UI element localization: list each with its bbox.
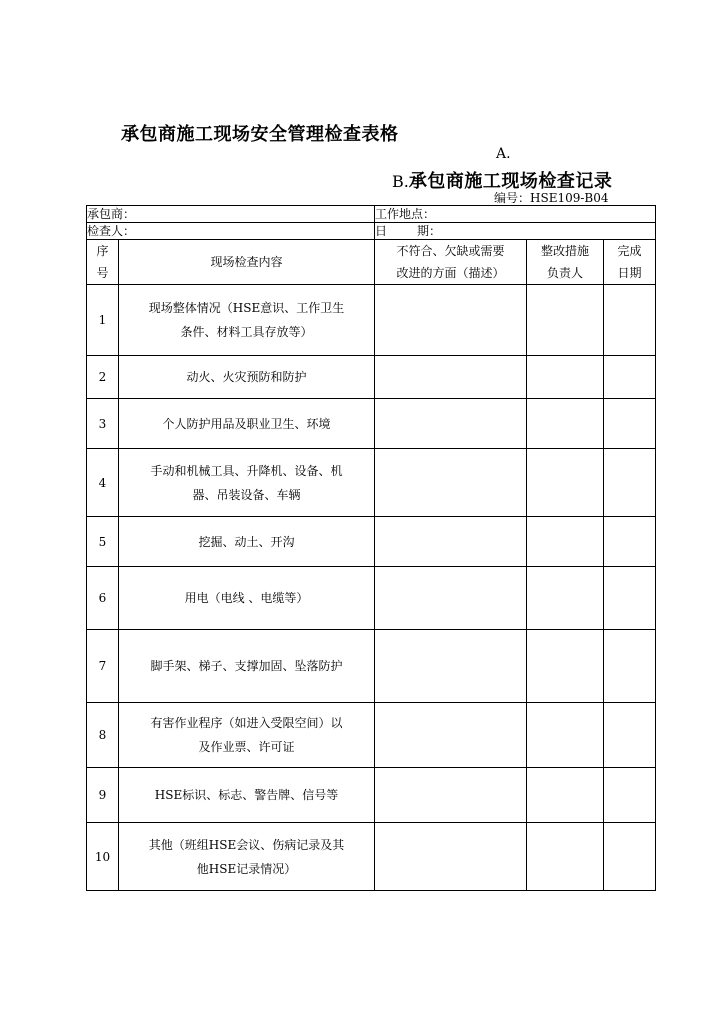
contractor-label: 承包商： (87, 207, 136, 221)
location-label: 工作地点： (375, 207, 436, 221)
row-number: 5 (87, 517, 119, 567)
form-code-label: 编号： (494, 191, 531, 205)
row-issue-cell[interactable] (375, 449, 527, 517)
row-date-cell[interactable] (604, 823, 656, 891)
inspector-row (87, 223, 656, 240)
col-header-seq-line2: 号 (96, 266, 109, 280)
row-content (119, 823, 375, 891)
column-header-row (87, 240, 656, 285)
row-content (119, 768, 375, 823)
row-content (119, 399, 375, 449)
inspector-label: 检查人： (87, 224, 136, 238)
row-content-line2: 器、吊装设备、车辆 (192, 487, 301, 502)
table-row (87, 399, 656, 449)
row-content-line1: 有害作业程序（如进入受限空间）以 (150, 716, 343, 730)
date-field[interactable] (375, 223, 656, 240)
row-issue-cell[interactable] (375, 567, 527, 630)
row-number: 7 (87, 630, 119, 703)
col-header-issue (375, 240, 527, 285)
row-number: 2 (87, 356, 119, 399)
row-content-line1: 动火、火灾预防和防护 (186, 370, 307, 384)
row-content (119, 703, 375, 768)
inspection-table (86, 205, 656, 891)
row-content-line1: 个人防护用品及职业卫生、环境 (162, 416, 331, 431)
col-header-issue-line2: 改进的方面（描述） (396, 266, 505, 280)
row-owner-cell[interactable] (527, 449, 604, 517)
row-content (119, 517, 375, 567)
row-date-cell[interactable] (604, 703, 656, 768)
table-row (87, 823, 656, 891)
row-content-line2: 条件、材料工具存放等） (180, 325, 313, 339)
row-issue-cell[interactable] (375, 703, 527, 768)
row-date-cell[interactable] (604, 356, 656, 399)
col-header-done-line1: 完成 (617, 244, 642, 258)
row-issue-cell[interactable] (375, 823, 527, 891)
col-header-owner-line1: 整改措施 (541, 244, 590, 258)
subtitle-text: 承包商施工现场检查记录 (408, 171, 613, 192)
section-prefix-a: A. (496, 146, 511, 162)
row-number: 10 (87, 823, 119, 891)
row-issue-cell[interactable] (375, 285, 527, 356)
row-content-line1: 现场整体情况（HSE意识、工作卫生 (148, 301, 345, 315)
row-number: 9 (87, 768, 119, 823)
table-row (87, 567, 656, 630)
row-owner-cell[interactable] (527, 517, 604, 567)
row-content-line2: 他HSE记录情况） (196, 861, 297, 876)
row-owner-cell[interactable] (527, 630, 604, 703)
row-date-cell[interactable] (604, 768, 656, 823)
row-owner-cell[interactable] (527, 356, 604, 399)
row-number: 4 (87, 449, 119, 517)
form-code-value: HSE109-B04 (530, 191, 609, 205)
location-field[interactable] (375, 206, 656, 223)
row-owner-cell[interactable] (527, 768, 604, 823)
col-header-seq (87, 240, 119, 285)
row-owner-cell[interactable] (527, 285, 604, 356)
row-date-cell[interactable] (604, 449, 656, 517)
row-content-line1: HSE标识、标志、警告牌、信号等 (154, 788, 339, 802)
row-date-cell[interactable] (604, 517, 656, 567)
contractor-row (87, 206, 656, 223)
section-prefix-b: B. (392, 172, 409, 191)
row-content (119, 285, 375, 356)
table-row (87, 356, 656, 399)
row-content (119, 356, 375, 399)
date-label-1: 日 (375, 224, 388, 238)
row-owner-cell[interactable] (527, 399, 604, 449)
row-owner-cell[interactable] (527, 823, 604, 891)
table-row (87, 517, 656, 567)
col-header-seq-line1: 序 (96, 244, 109, 258)
inspector-field[interactable] (87, 223, 375, 240)
row-issue-cell[interactable] (375, 399, 527, 449)
table-row (87, 703, 656, 768)
row-issue-cell[interactable] (375, 517, 527, 567)
col-header-issue-line1: 不符合、欠缺或需要 (396, 244, 505, 258)
col-header-done (604, 240, 656, 285)
row-content (119, 449, 375, 517)
row-number: 3 (87, 399, 119, 449)
row-content-line1: 脚手架、梯子、支撑加固、坠落防护 (150, 659, 343, 673)
row-date-cell[interactable] (604, 285, 656, 356)
table-row (87, 630, 656, 703)
row-issue-cell[interactable] (375, 356, 527, 399)
row-number: 1 (87, 285, 119, 356)
row-number: 8 (87, 703, 119, 768)
row-content-line1: 挖掘、动土、开沟 (198, 534, 295, 549)
table-row (87, 285, 656, 356)
form-main-title: 承包商施工现场安全管理检查表格 (121, 124, 399, 145)
table-row (87, 449, 656, 517)
col-header-done-line2: 日期 (617, 266, 642, 280)
row-issue-cell[interactable] (375, 630, 527, 703)
row-content-line1: 其他（班组HSE会议、伤病记录及其 (148, 837, 345, 852)
form-code (494, 189, 609, 206)
row-owner-cell[interactable] (527, 567, 604, 630)
row-date-cell[interactable] (604, 399, 656, 449)
row-owner-cell[interactable] (527, 703, 604, 768)
row-date-cell[interactable] (604, 630, 656, 703)
row-content-line1: 手动和机械工具、升降机、设备、机 (150, 463, 343, 478)
table-row (87, 768, 656, 823)
row-content-line2: 及作业票、许可证 (198, 740, 295, 754)
row-date-cell[interactable] (604, 567, 656, 630)
row-issue-cell[interactable] (375, 768, 527, 823)
row-content (119, 630, 375, 703)
col-header-owner-line2: 负责人 (547, 266, 584, 280)
row-number: 6 (87, 567, 119, 630)
col-header-owner (527, 240, 604, 285)
row-content-line1: 用电（电线 、电缆等） (184, 591, 309, 605)
date-label-2: 期： (417, 224, 442, 238)
row-content (119, 567, 375, 630)
col-header-content: 现场检查内容 (119, 240, 375, 285)
contractor-field[interactable] (87, 206, 375, 223)
